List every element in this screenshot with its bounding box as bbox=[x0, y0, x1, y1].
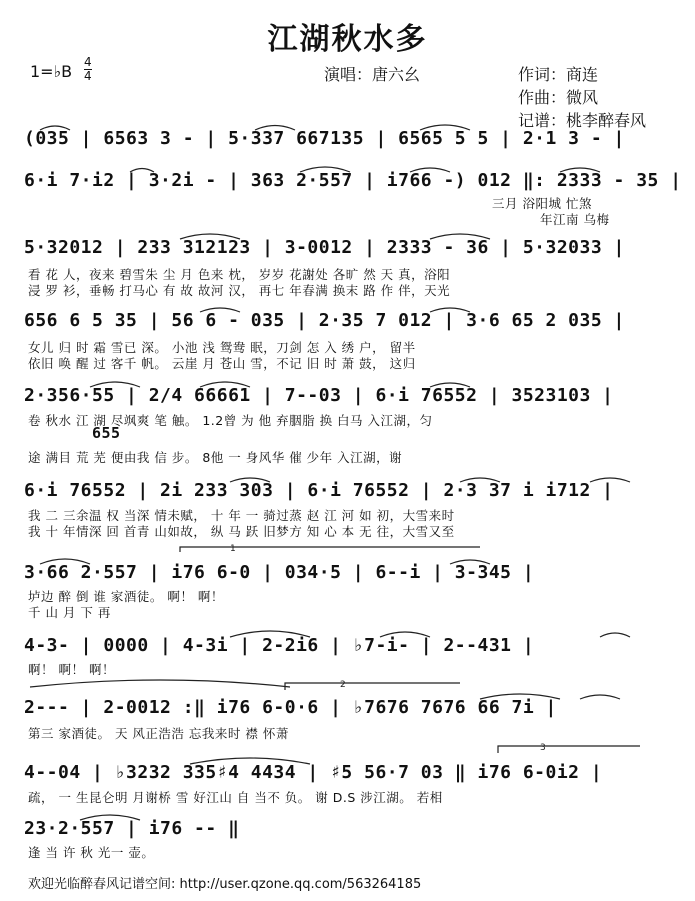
notation-line-7: 3·66 2·557 | i76 6-0 | 034·5 | 6--i | 3-345 | bbox=[24, 562, 535, 583]
lyric-line-7a: 垆边 醉 倒 谁 家酒徒。 啊！ 啊！ bbox=[28, 589, 224, 604]
lyric-line-7b: 千 山 月 下 再 bbox=[28, 605, 111, 620]
lyric-line-10a: 疏， 一 生昆仑明 月谢桥 雪 好江山 自 当不 负。 谢 D.S 涉江湖。 若相 bbox=[28, 790, 443, 805]
lyric-line-2b: 年江南 乌梅 bbox=[540, 212, 610, 227]
notation-line-9: 2--- | 2-0012 :‖ i76 6-0·6 | ♭7676 7676 66 7i | bbox=[24, 697, 557, 718]
meter-bottom: 4 bbox=[84, 69, 92, 83]
notation-line-3: 5·32012 | 233 312123 | 3-0012 | 2333 - 36 | 5·32033 | bbox=[24, 237, 625, 258]
lyric-line-6b: 我 十 年情深 回 首青 山如故， 纵 马 跃 旧梦方 知 心 本 无 往，大雪又至 bbox=[28, 524, 455, 539]
lyric-line-5b: 途 满目 荒 芜 便由我 信 步。 8他 一 身风华 催 少年 入江湖，谢 bbox=[28, 450, 403, 465]
lyric-line-3a: 看 花 人，夜来 碧雪朱 尘 月 色来 枕， 岁岁 花謝处 各旷 然 天 真，浴阳 bbox=[28, 267, 451, 282]
notation-line-10: 4--04 | ♭3232 335♯4 4434 | ♯5 56·7 03 ‖ i76 6-0i2 | bbox=[24, 762, 603, 783]
lyric-line-2a: 三月 浴阳城 忙煞 bbox=[492, 196, 592, 211]
lyric-line-4b: 依旧 唤 醒 过 客千 帆。 云崖 月 苍山 雪，不记 旧 时 萧 鼓， 这归 bbox=[28, 356, 416, 371]
notation-line-1: (035 | 6563 3 - | 5·337 667135 | 6565 5 5 | 2·1 3 - | bbox=[24, 128, 625, 149]
notation-line-11: 23·2·557 | i76 -- ‖ bbox=[24, 818, 240, 839]
lyric-line-9a: 第三 家酒徒。 天 风正浩浩 忘我来时 襟 怀萧 bbox=[28, 726, 289, 741]
song-title: 江湖秋水多 bbox=[267, 22, 428, 57]
lyric-line-5a: 卷 秋水 江 湖 尽飒爽 笔 触。 1.2曾 为 他 弃胭脂 换 白马 入江湖，匀 bbox=[28, 413, 433, 428]
notation-line-4: 656 6 5 35 | 56 6 - 035 | 2·35 7 012 | 3·6 65 2 035 | bbox=[24, 310, 625, 331]
notation-line-5: 2·356·55 | 2/4 66661 | 7--03 | 6·i 76552 | 3523103 | bbox=[24, 385, 614, 406]
meter-top: 4 bbox=[84, 55, 92, 69]
footer-credit: 欢迎光临醉春风记谱空间: http://user.qzone.qq.com/563264185 bbox=[28, 877, 422, 892]
variant-notes: 655 bbox=[92, 424, 121, 442]
svg-text:3: 3 bbox=[540, 743, 546, 753]
notation-line-2: 6·i 7·i2 | 3·2i - | 363 2·557 | i766 -) 012 ‖: 2333 - 35 | bbox=[24, 170, 682, 191]
notation-line-8: 4-3- | 0000 | 4-3i | 2-2i6 | ♭7-i- | 2--431 | bbox=[24, 635, 535, 656]
singer-credit: 演唱：唐六幺 bbox=[324, 65, 421, 84]
svg-text:1: 1 bbox=[230, 544, 236, 554]
svg-text:2: 2 bbox=[340, 680, 346, 690]
notation-line-6: 6·i 76552 | 2i 233 303 | 6·i 76552 | 2·3 37 i i712 | bbox=[24, 480, 614, 501]
lyric-line-6a: 我 二 三余温 权 当深 情未赋， 十 年 一 骑过蒸 赵 江 河 如 初，大雪来时 bbox=[28, 508, 455, 523]
key-signature: 1=♭B bbox=[30, 62, 73, 81]
lyricist-credit: 作词：商连 bbox=[518, 65, 599, 84]
transcriber-credit: 记谱：桃李醉春风 bbox=[518, 111, 647, 130]
composer-credit: 作曲：微风 bbox=[518, 88, 599, 107]
lyric-line-4a: 女儿 归 时 霜 雪已 深。 小池 浅 鸳鸯 眠，刀剑 怎 入 绣 户， 留半 bbox=[28, 340, 416, 355]
lyric-line-11a: 逢 当 许 秋 光一 壶。 bbox=[28, 845, 155, 860]
lyric-line-8a: 啊！ 啊！ 啊！ bbox=[28, 662, 115, 677]
lyric-line-3b: 浸 罗 衫，垂畅 打马心 有 故 故河 汉， 再七 年春满 换末 路 作 伴，天光 bbox=[28, 283, 451, 298]
